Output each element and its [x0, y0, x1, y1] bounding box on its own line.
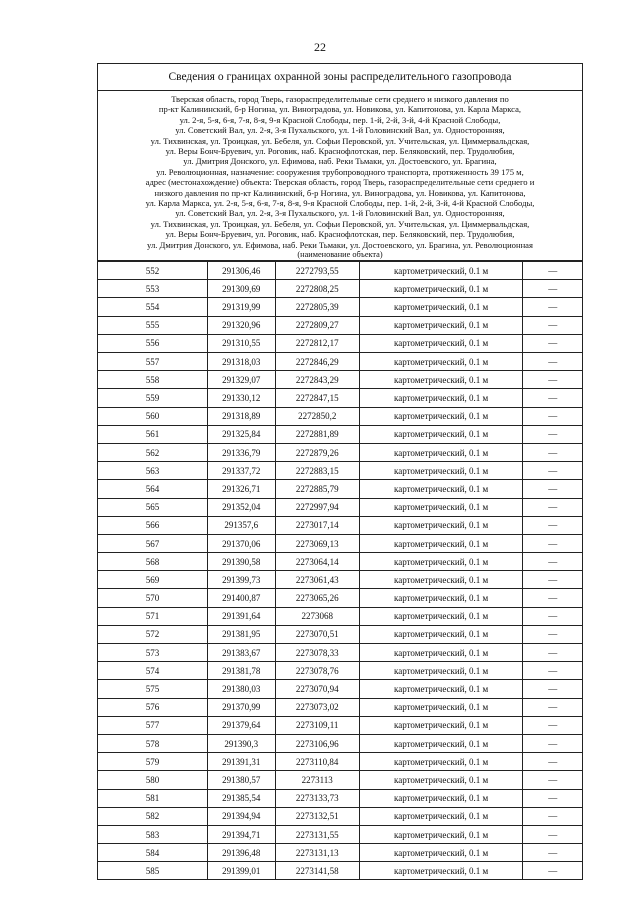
description-cell	[523, 353, 582, 371]
x-coordinate-cell: 291399,01	[207, 862, 275, 880]
x-coordinate-cell: 291400,87	[207, 589, 275, 607]
page-number: 22	[314, 40, 326, 54]
dash-mark: —	[548, 793, 558, 804]
point-number-cell: 580	[98, 771, 207, 789]
table-row	[98, 789, 582, 807]
method-cell: картометрический, 0.1 м	[359, 589, 523, 607]
dash-mark: —	[548, 811, 558, 822]
y-coordinate-cell: 2272808,25	[275, 280, 359, 298]
dash-mark: —	[548, 465, 558, 476]
method-cell: картометрический, 0.1 м	[359, 734, 523, 752]
dash-mark: —	[548, 483, 558, 494]
x-coordinate-cell: 291310,55	[207, 334, 275, 352]
description-cell	[523, 298, 582, 316]
description-line: ул. Советский Вал, ул. 2-я, 3-я Пухальского, ул. 1-й Головинский Вал, ул. Односторонняя,	[175, 125, 505, 136]
description-cell	[523, 280, 582, 298]
y-coordinate-cell: 2273106,96	[275, 734, 359, 752]
y-coordinate-cell: 2273073,02	[275, 698, 359, 716]
description-cell	[523, 734, 582, 752]
dash-mark: —	[548, 429, 558, 440]
dash-mark: —	[548, 338, 558, 349]
table-row	[98, 680, 582, 698]
x-coordinate-cell: 291309,69	[207, 280, 275, 298]
method-cell: картометрический, 0.1 м	[359, 625, 523, 643]
description-cell	[523, 553, 582, 571]
description-cell	[523, 389, 582, 407]
y-coordinate-cell: 2273132,51	[275, 807, 359, 825]
x-coordinate-cell: 291396,48	[207, 844, 275, 862]
x-coordinate-cell: 291390,3	[207, 734, 275, 752]
method-cell: картометрический, 0.1 м	[359, 644, 523, 662]
table-row	[98, 662, 582, 680]
description-cell	[523, 844, 582, 862]
method-cell: картометрический, 0.1 м	[359, 480, 523, 498]
dash-mark: —	[548, 593, 558, 604]
table-row	[98, 353, 582, 371]
dash-mark: —	[548, 611, 558, 622]
table-row	[98, 298, 582, 316]
method-cell: картометрический, 0.1 м	[359, 553, 523, 571]
x-coordinate-cell: 291385,54	[207, 789, 275, 807]
coordinates-table	[98, 261, 582, 879]
point-number-cell: 567	[98, 534, 207, 552]
method-cell: картометрический, 0.1 м	[359, 280, 523, 298]
x-coordinate-cell: 291352,04	[207, 498, 275, 516]
point-number-cell: 578	[98, 734, 207, 752]
dash-mark: —	[548, 738, 558, 749]
x-coordinate-cell: 291325,84	[207, 425, 275, 443]
y-coordinate-cell: 2272809,27	[275, 316, 359, 334]
point-number-cell: 568	[98, 553, 207, 571]
description-line: ул. Тихвинская, ул. Троицкая, ул. Бебеля, ул. Софьи Перовской, ул. Учительская, ул. Циммервальдская,	[150, 218, 530, 229]
point-number-cell: 558	[98, 371, 207, 389]
dash-mark: —	[548, 684, 558, 694]
table-row	[98, 516, 582, 534]
table-row	[98, 262, 582, 280]
y-coordinate-cell: 2273069,13	[275, 534, 359, 552]
description-cell	[523, 534, 582, 552]
x-coordinate-cell: 291391,64	[207, 607, 275, 625]
method-cell: картометрический, 0.1 м	[359, 698, 523, 716]
y-coordinate-cell: 2273078,76	[275, 662, 359, 680]
description-caption: (наименование объекта)	[297, 250, 383, 260]
description-line: ул. Дмитрия Донского, ул. Ефимова, наб. Реки Тьмаки, ул. Достоевского, ул. Брагина, ул. Революционная	[147, 239, 533, 250]
dash-mark: —	[548, 865, 558, 876]
table-row	[98, 734, 582, 752]
method-cell: картометрический, 0.1 м	[359, 316, 523, 334]
point-number-cell: 560	[98, 407, 207, 425]
description-cell	[523, 771, 582, 789]
method-cell: картометрический, 0.1 м	[359, 571, 523, 589]
table-row	[98, 553, 582, 571]
y-coordinate-cell: 2273017,14	[275, 516, 359, 534]
y-coordinate-cell: 2272997,94	[275, 498, 359, 516]
y-coordinate-cell: 2272879,26	[275, 443, 359, 461]
description-cell	[523, 753, 582, 771]
method-cell: картометрический, 0.1 м	[359, 789, 523, 807]
coordinates-table-body	[98, 262, 582, 880]
y-coordinate-cell: 2273065,26	[275, 589, 359, 607]
description-cell	[523, 462, 582, 480]
description-cell	[523, 316, 582, 334]
y-coordinate-cell: 2272850,2	[275, 407, 359, 425]
x-coordinate-cell: 291357,6	[207, 516, 275, 534]
x-coordinate-cell: 291329,07	[207, 371, 275, 389]
x-coordinate-cell: 291318,03	[207, 353, 275, 371]
dash-mark: —	[548, 720, 558, 731]
method-cell: картометрический, 0.1 м	[359, 534, 523, 552]
x-coordinate-cell: 291337,72	[207, 462, 275, 480]
point-number-cell: 565	[98, 498, 207, 516]
y-coordinate-cell: 2273109,11	[275, 716, 359, 734]
point-number-cell: 552	[98, 262, 207, 280]
description-cell	[523, 644, 582, 662]
method-cell: картометрический, 0.1 м	[359, 407, 523, 425]
point-number-cell: 562	[98, 443, 207, 461]
dash-mark: —	[548, 574, 558, 585]
x-coordinate-cell: 291370,99	[207, 698, 275, 716]
description-cell	[523, 516, 582, 534]
dash-mark: —	[548, 520, 558, 531]
point-number-cell: 553	[98, 280, 207, 298]
description-cell	[523, 262, 582, 280]
table-row	[98, 443, 582, 461]
table-row	[98, 389, 582, 407]
dash-mark: —	[548, 393, 558, 403]
table-row	[98, 498, 582, 516]
point-number-cell: 564	[98, 480, 207, 498]
method-cell: картометрический, 0.1 м	[359, 298, 523, 316]
description-cell	[523, 480, 582, 498]
description-cell	[523, 662, 582, 680]
table-row	[98, 825, 582, 843]
description-line: Тверская область, город Тверь, газораспределительные сети среднего и низкого давления по	[171, 94, 509, 104]
table-row	[98, 480, 582, 498]
x-coordinate-cell: 291379,64	[207, 716, 275, 734]
x-coordinate-cell: 291390,58	[207, 553, 275, 571]
object-description	[98, 91, 582, 261]
point-number-cell: 575	[98, 680, 207, 698]
method-cell: картометрический, 0.1 м	[359, 425, 523, 443]
point-number-cell: 584	[98, 844, 207, 862]
point-number-cell: 555	[98, 316, 207, 334]
description-line: ул. Тихвинская, ул. Троицкая, ул. Бебеля, ул. Софьи Перовской, ул. Учительская, ул. Циммервальдская,	[150, 135, 530, 146]
table-row	[98, 753, 582, 771]
point-number-cell: 574	[98, 662, 207, 680]
y-coordinate-cell: 2273064,14	[275, 553, 359, 571]
dash-mark: —	[548, 302, 558, 313]
dash-mark: —	[548, 774, 558, 785]
y-coordinate-cell: 2272812,17	[275, 334, 359, 352]
y-coordinate-cell: 2273131,55	[275, 825, 359, 843]
table-row	[98, 807, 582, 825]
x-coordinate-cell: 291399,73	[207, 571, 275, 589]
method-cell: картометрический, 0.1 м	[359, 262, 523, 280]
x-coordinate-cell: 291320,96	[207, 316, 275, 334]
point-number-cell: 557	[98, 353, 207, 371]
description-cell	[523, 807, 582, 825]
dash-mark: —	[548, 356, 558, 367]
y-coordinate-cell: 2273110,84	[275, 753, 359, 771]
point-number-cell: 582	[98, 807, 207, 825]
description-cell	[523, 407, 582, 425]
description-cell	[523, 625, 582, 643]
point-number-cell: 579	[98, 753, 207, 771]
table-row	[98, 771, 582, 789]
dash-mark: —	[548, 374, 558, 385]
table-row	[98, 371, 582, 389]
y-coordinate-cell: 2273133,73	[275, 789, 359, 807]
point-number-cell: 556	[98, 334, 207, 352]
dash-mark: —	[548, 447, 558, 458]
dash-mark: —	[548, 847, 558, 858]
y-coordinate-cell: 2272885,79	[275, 480, 359, 498]
dash-mark: —	[548, 502, 558, 513]
description-cell	[523, 680, 582, 698]
method-cell: картометрический, 0.1 м	[359, 716, 523, 734]
description-cell	[523, 571, 582, 589]
dash-mark: —	[548, 629, 558, 640]
y-coordinate-cell: 2273061,43	[275, 571, 359, 589]
x-coordinate-cell: 291336,79	[207, 443, 275, 461]
table-row	[98, 644, 582, 662]
method-cell: картометрический, 0.1 м	[359, 607, 523, 625]
dash-mark: —	[548, 283, 558, 294]
description-line: ул. Веры Бонч-Бруевич, ул. Роговик, наб. Краснофлотская, пер. Беляковский, пер. Трудолюбия,	[165, 146, 515, 157]
description-line: ул. Карла Маркса, ул. 2-я, 5-я, 6-я, 7-я, 8-я, 9-я Красной Слободы, пер. 1-й, 2-й, 3-й, 4-й Красной Слободы,	[145, 198, 535, 209]
method-cell: картометрический, 0.1 м	[359, 680, 523, 698]
method-cell: картометрический, 0.1 м	[359, 662, 523, 680]
method-cell: картометрический, 0.1 м	[359, 862, 523, 880]
x-coordinate-cell: 291380,57	[207, 771, 275, 789]
point-number-cell: 571	[98, 607, 207, 625]
description-cell	[523, 589, 582, 607]
point-number-cell: 566	[98, 516, 207, 534]
x-coordinate-cell: 291394,94	[207, 807, 275, 825]
x-coordinate-cell: 291381,95	[207, 625, 275, 643]
point-number-cell: 554	[98, 298, 207, 316]
method-cell: картометрический, 0.1 м	[359, 516, 523, 534]
x-coordinate-cell: 291330,12	[207, 389, 275, 407]
description-line: ул. Веры Бонч-Бруевич, ул. Роговик, наб. Краснофлотская, пер. Беляковский, пер. Трудолюбия,	[165, 229, 515, 240]
dash-mark: —	[548, 538, 558, 549]
point-number-cell: 570	[98, 589, 207, 607]
table-row	[98, 571, 582, 589]
method-cell: картометрический, 0.1 м	[359, 825, 523, 843]
point-number-cell: 581	[98, 789, 207, 807]
dash-mark: —	[548, 665, 558, 676]
description-cell	[523, 862, 582, 880]
table-row	[98, 589, 582, 607]
y-coordinate-cell: 2273078,33	[275, 644, 359, 662]
description-lines	[101, 94, 579, 250]
y-coordinate-cell: 2272793,55	[275, 262, 359, 280]
dash-mark: —	[548, 265, 558, 276]
document-title: Сведения о границах охранной зоны распределительного газопровода	[98, 64, 582, 91]
point-number-cell: 561	[98, 425, 207, 443]
table-row	[98, 462, 582, 480]
dash-mark: —	[548, 320, 558, 331]
table-row	[98, 407, 582, 425]
description-cell	[523, 425, 582, 443]
description-cell	[523, 698, 582, 716]
dash-mark: —	[548, 411, 558, 422]
y-coordinate-cell: 2272883,15	[275, 462, 359, 480]
x-coordinate-cell: 291370,06	[207, 534, 275, 552]
x-coordinate-cell: 291326,71	[207, 480, 275, 498]
x-coordinate-cell: 291318,89	[207, 407, 275, 425]
table-row	[98, 334, 582, 352]
method-cell: картометрический, 0.1 м	[359, 443, 523, 461]
method-cell: картометрический, 0.1 м	[359, 753, 523, 771]
dash-mark: —	[548, 829, 558, 840]
table-row	[98, 607, 582, 625]
x-coordinate-cell: 291394,71	[207, 825, 275, 843]
description-cell	[523, 607, 582, 625]
table-row	[98, 316, 582, 334]
description-line: низкого давления по пр-кт Калининский, б-р Ногина, ул. Виноградова, ул. Новикова, ул. Капитонова,	[154, 187, 526, 198]
dash-mark: —	[548, 702, 558, 713]
y-coordinate-cell: 2273070,51	[275, 625, 359, 643]
method-cell: картометрический, 0.1 м	[359, 389, 523, 407]
point-number-cell: 577	[98, 716, 207, 734]
description-cell	[523, 371, 582, 389]
y-coordinate-cell: 2272846,29	[275, 353, 359, 371]
x-coordinate-cell: 291381,78	[207, 662, 275, 680]
point-number-cell: 583	[98, 825, 207, 843]
table-row	[98, 716, 582, 734]
method-cell: картометрический, 0.1 м	[359, 334, 523, 352]
table-row	[98, 862, 582, 880]
method-cell: картометрический, 0.1 м	[359, 807, 523, 825]
description-line: адрес (местонахождение) объекта: Тверская область, город Тверь, газораспределительные сети среднего и	[145, 177, 535, 188]
description-cell	[523, 789, 582, 807]
table-row	[98, 280, 582, 298]
method-cell: картометрический, 0.1 м	[359, 498, 523, 516]
dash-mark: —	[548, 756, 558, 767]
description-cell	[523, 334, 582, 352]
method-cell: картометрический, 0.1 м	[359, 771, 523, 789]
y-coordinate-cell: 2272847,15	[275, 389, 359, 407]
point-number-cell: 569	[98, 571, 207, 589]
table-row	[98, 534, 582, 552]
point-number-cell: 559	[98, 389, 207, 407]
table-row	[98, 425, 582, 443]
method-cell: картометрический, 0.1 м	[359, 371, 523, 389]
x-coordinate-cell: 291319,99	[207, 298, 275, 316]
x-coordinate-cell: 291391,31	[207, 753, 275, 771]
description-line: ул. Советский Вал, ул. 2-я, 3-я Пухальского, ул. 1-й Головинский Вал, ул. Односторонняя,	[175, 208, 505, 219]
description-line: пр-кт Калининский, б-р Ногина, ул. Виноградова, ул. Новикова, ул. Капитонова, ул. Карла Маркса,	[158, 104, 522, 115]
y-coordinate-cell: 2273070,94	[275, 680, 359, 698]
table-row	[98, 698, 582, 716]
description-cell	[523, 498, 582, 516]
method-cell: картометрический, 0.1 м	[359, 353, 523, 371]
document-frame	[97, 63, 583, 880]
description-cell	[523, 825, 582, 843]
dash-mark: —	[548, 556, 558, 567]
x-coordinate-cell: 291383,67	[207, 644, 275, 662]
table-row	[98, 625, 582, 643]
description-line: ул. 2-я, 5-я, 6-я, 7-я, 8-я, 9-я Красной Слободы, пер. 1-й, 2-й, 3-й, 4-й Красной Слободы,	[179, 114, 501, 125]
point-number-cell: 563	[98, 462, 207, 480]
description-cell	[523, 443, 582, 461]
y-coordinate-cell: 2273141,58	[275, 862, 359, 880]
point-number-cell: 572	[98, 625, 207, 643]
y-coordinate-cell: 2273131,13	[275, 844, 359, 862]
description-line: ул. Революционная, назначение: сооружения трубопроводного транспорта, протяженность 39 175 м,	[156, 166, 524, 177]
y-coordinate-cell: 2272805,39	[275, 298, 359, 316]
y-coordinate-cell: 2273068	[275, 607, 359, 625]
table-row	[98, 844, 582, 862]
x-coordinate-cell: 291380,03	[207, 680, 275, 698]
point-number-cell: 585	[98, 862, 207, 880]
point-number-cell: 576	[98, 698, 207, 716]
x-coordinate-cell: 291306,46	[207, 262, 275, 280]
method-cell: картометрический, 0.1 м	[359, 462, 523, 480]
y-coordinate-cell: 2273113	[275, 771, 359, 789]
y-coordinate-cell: 2272881,89	[275, 425, 359, 443]
description-cell	[523, 716, 582, 734]
method-cell: картометрический, 0.1 м	[359, 844, 523, 862]
y-coordinate-cell: 2272843,29	[275, 371, 359, 389]
point-number-cell: 573	[98, 644, 207, 662]
description-line: ул. Дмитрия Донского, ул. Ефимова, наб. Реки Тьмаки, ул. Достоевского, ул. Брагина,	[183, 156, 497, 167]
dash-mark: —	[548, 647, 558, 658]
